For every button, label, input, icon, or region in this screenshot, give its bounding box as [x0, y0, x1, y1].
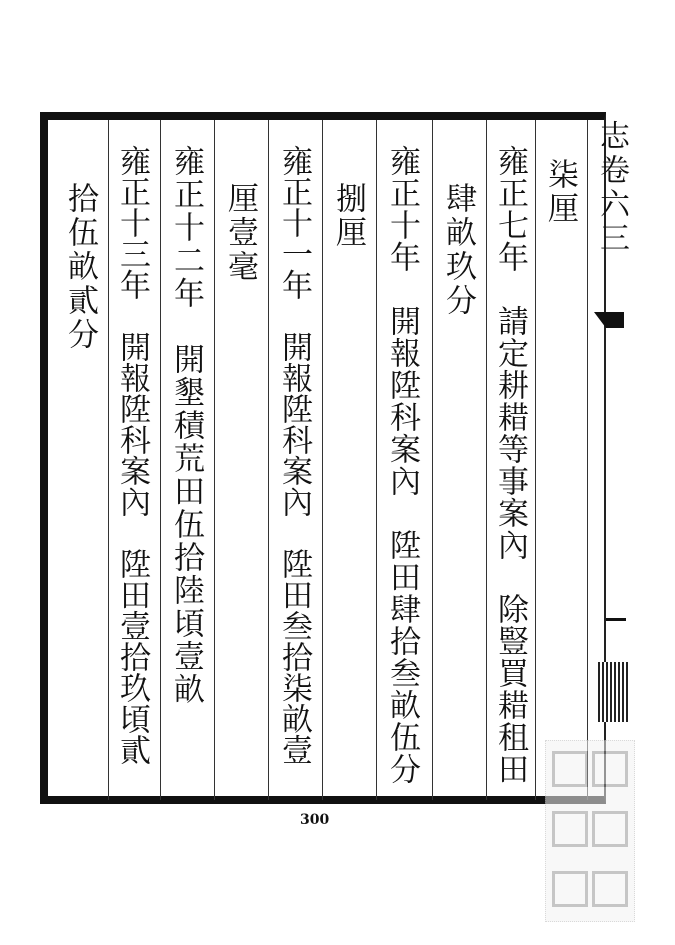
column-rule [432, 120, 433, 800]
column-rule [322, 120, 323, 800]
column-rule [214, 120, 215, 800]
column-rule [376, 120, 377, 800]
seal-glyph [552, 751, 588, 787]
seal-glyph [592, 811, 628, 847]
seal-glyph [552, 871, 588, 907]
seal-glyph [592, 751, 628, 787]
seal-glyph [552, 811, 588, 847]
column-rule [268, 120, 269, 800]
text-column: 捌厘 [330, 182, 366, 250]
text-column: 雍正十年 開報陞科案內 陞田肆拾叁畝伍分 [384, 145, 420, 785]
column-rule [108, 120, 109, 800]
library-seal-stamp [545, 740, 635, 922]
page-number: 300 [300, 812, 330, 828]
text-column: 厘壹毫 [222, 182, 258, 284]
text-column: 雍正十三年 開報陞科案內 陞田壹拾玖頃貳 [114, 145, 150, 765]
text-column: 拾伍畝貳分 [62, 182, 98, 352]
seal-glyph [592, 871, 628, 907]
text-column: 肆畝玖分 [440, 182, 476, 318]
column-rule [160, 120, 161, 800]
text-column: 雍正七年 請定耕耤等事案內 除豎買耤租田 [492, 145, 528, 785]
text-column: 柒厘 [542, 158, 578, 226]
margin-header: 志卷六三 [594, 120, 629, 256]
text-column: 雍正十一年 開報陞科案內 陞田叁拾柒畝壹 [276, 145, 312, 765]
text-column: 雍正十二年 開墾積荒田伍拾陸頃壹畝 [168, 145, 204, 706]
margin-printed-bars [598, 662, 630, 722]
column-rule [486, 120, 487, 800]
column-rule [587, 120, 588, 800]
column-rule [535, 120, 536, 800]
